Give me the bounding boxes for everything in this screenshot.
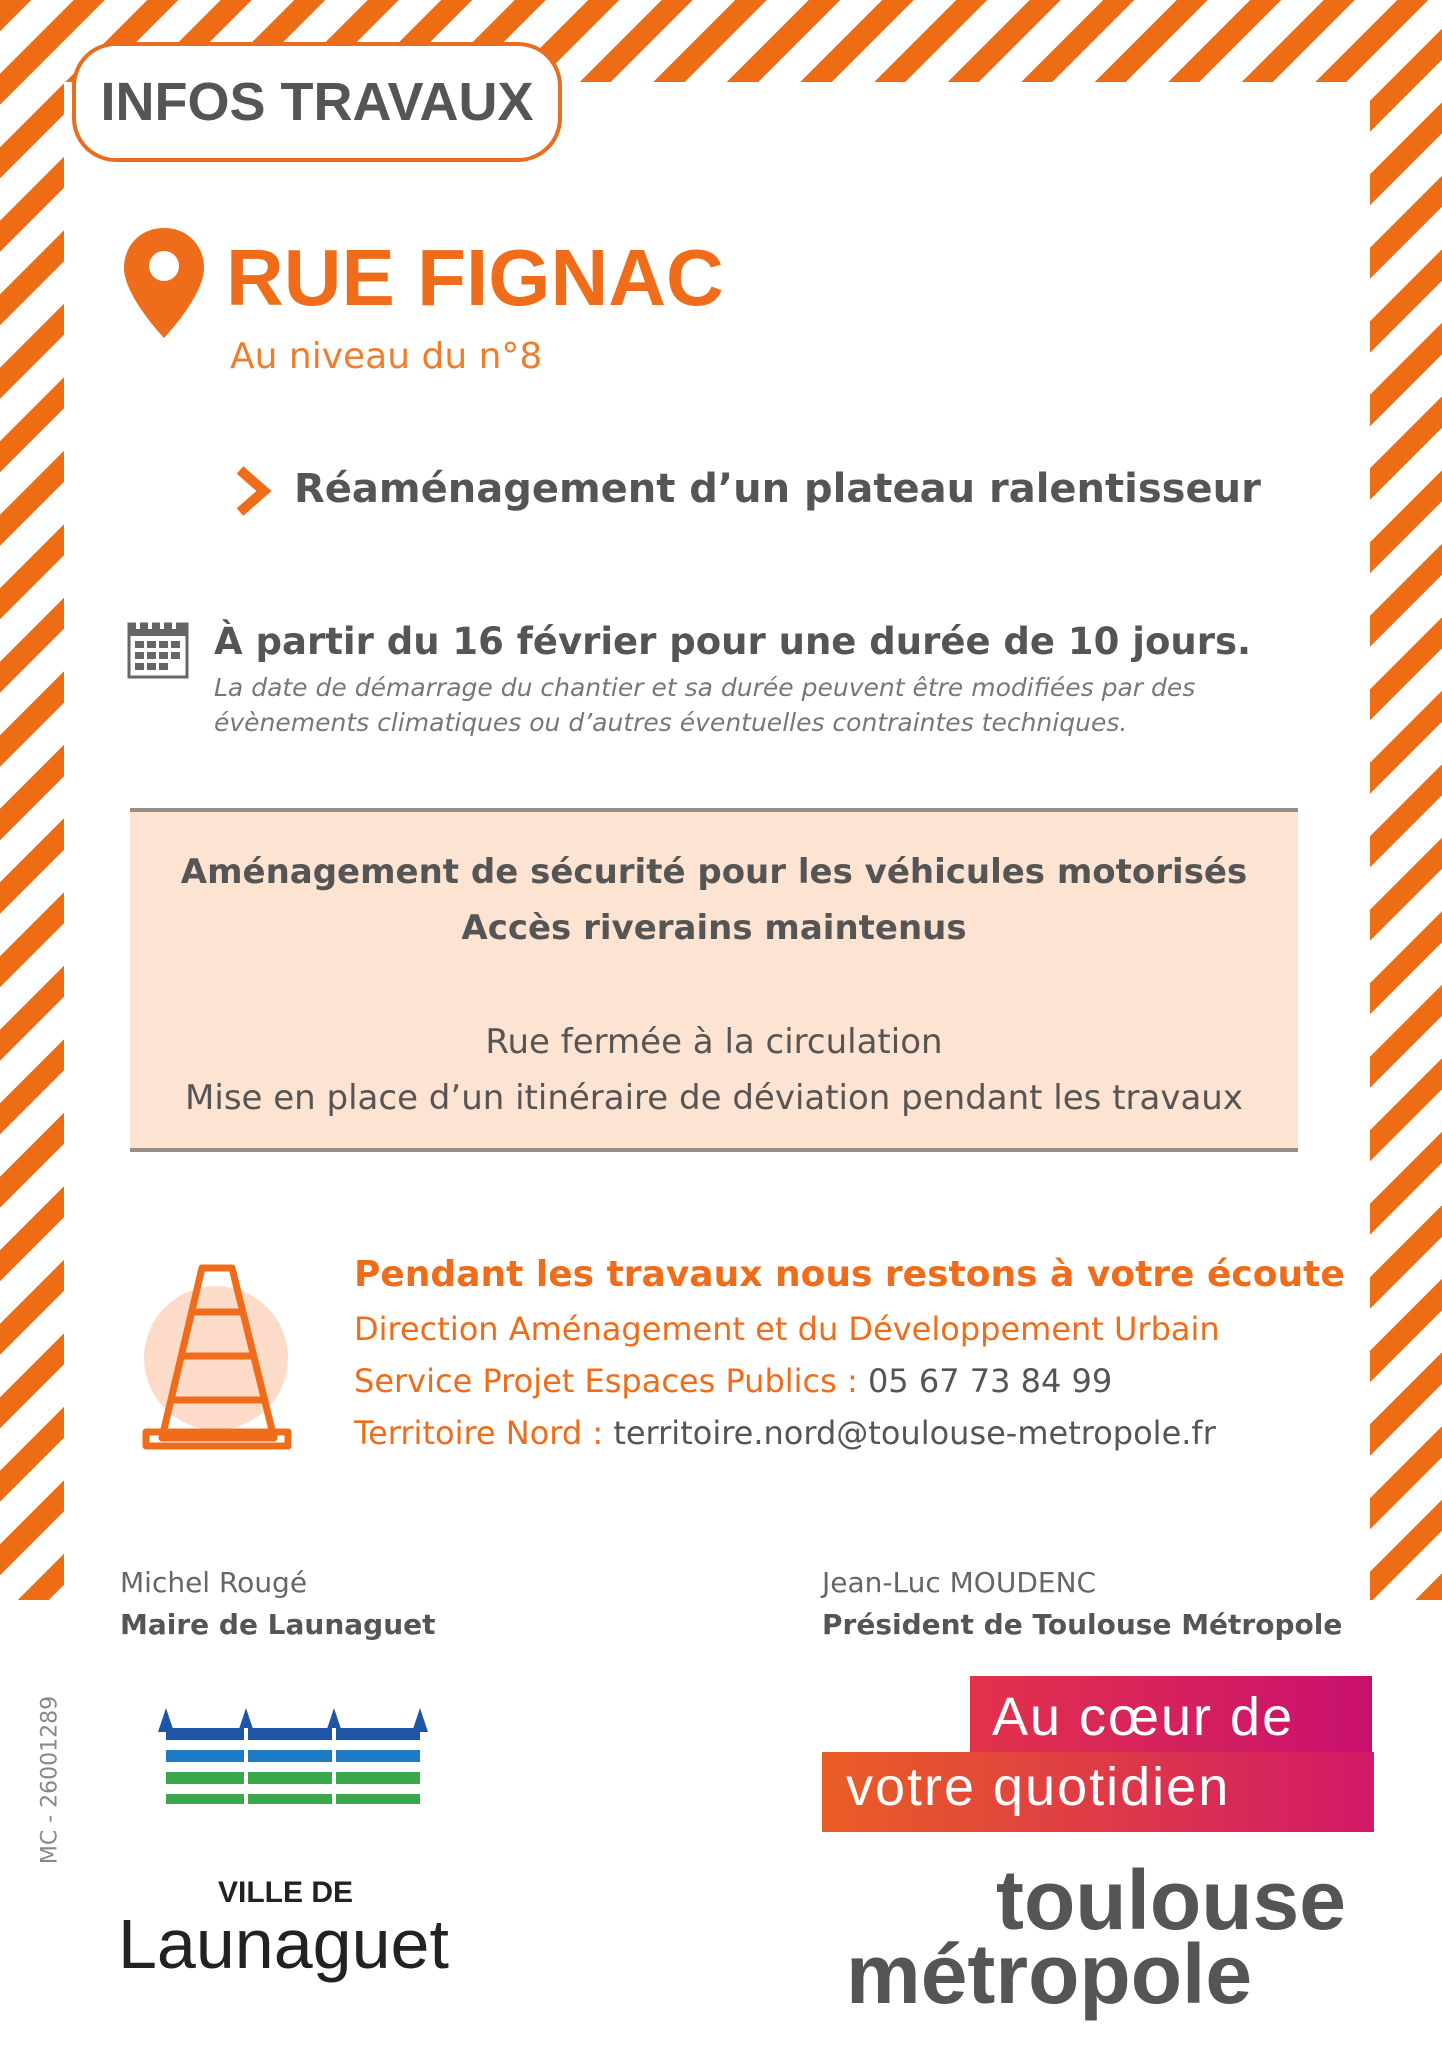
infos-travaux-badge: INFOS TRAVAUX [72, 42, 562, 162]
signature-right-role: Président de Toulouse Métropole [822, 1608, 1343, 1641]
info-line-closed: Rue fermée à la circulation [485, 1022, 943, 1062]
info-line-access: Accès riverains maintenus [461, 908, 967, 948]
street-location-detail: Au niveau du n°8 [230, 336, 543, 377]
schedule-main: À partir du 16 février pour une durée de 10 jours. [214, 620, 1252, 663]
launaguet-logo-icon [158, 1702, 428, 1810]
schedule-note-line2: évènements climatiques ou d’autres éventuelles contraintes techniques. [214, 708, 1128, 737]
contact-service [354, 1362, 1112, 1400]
schedule-note [214, 670, 1314, 740]
launaguet-wordmark: Launaguet [118, 1905, 449, 1983]
traffic-cone-icon [138, 1260, 300, 1450]
contact-territory-label: Territoire Nord : [354, 1414, 604, 1452]
signature-left-name: Michel Rougé [120, 1566, 308, 1599]
contact-service-phone: 05 67 73 84 99 [867, 1362, 1113, 1400]
info-line-safety: Aménagement de sécurité pour les véhicules motorisés [180, 852, 1248, 892]
signature-right-name: Jean-Luc MOUDENC [822, 1566, 1097, 1599]
schedule-note-line1: La date de démarrage du chantier et sa durée peuvent être modifiées par des [214, 673, 1196, 702]
contact-service-label: Service Projet Espaces Publics : [354, 1362, 858, 1400]
contact-territory [354, 1414, 1216, 1452]
traffic-info-box [130, 808, 1298, 1152]
chevron-right-icon [232, 466, 274, 516]
info-line-detour: Mise en place d’un itinéraire de déviation pendant les travaux [185, 1078, 1243, 1118]
location-pin-icon [120, 224, 208, 342]
work-description: Réaménagement d’un plateau ralentisseur [294, 466, 1261, 512]
contact-direction: Direction Aménagement et du Développement Urbain [354, 1310, 1220, 1348]
reference-code: MC - 26001289 [37, 1695, 63, 1865]
contact-territory-email: territoire.nord@toulouse-metropole.fr [613, 1414, 1216, 1452]
contact-heading: Pendant les travaux nous restons à votre écoute [354, 1254, 1345, 1295]
calendar-icon [126, 616, 190, 680]
signature-left-role: Maire de Launaguet [120, 1608, 436, 1641]
slogan-line2: votre quotidien [846, 1757, 1231, 1817]
toulouse-metropole-logo-line1: toulouse [996, 1853, 1346, 1947]
ville-de-label: VILLE DE [218, 1876, 354, 1909]
street-name: RUE FIGNAC [226, 233, 724, 322]
slogan-line1: Au cœur de [992, 1687, 1295, 1747]
toulouse-metropole-logo-line2: métropole [846, 1927, 1253, 2021]
